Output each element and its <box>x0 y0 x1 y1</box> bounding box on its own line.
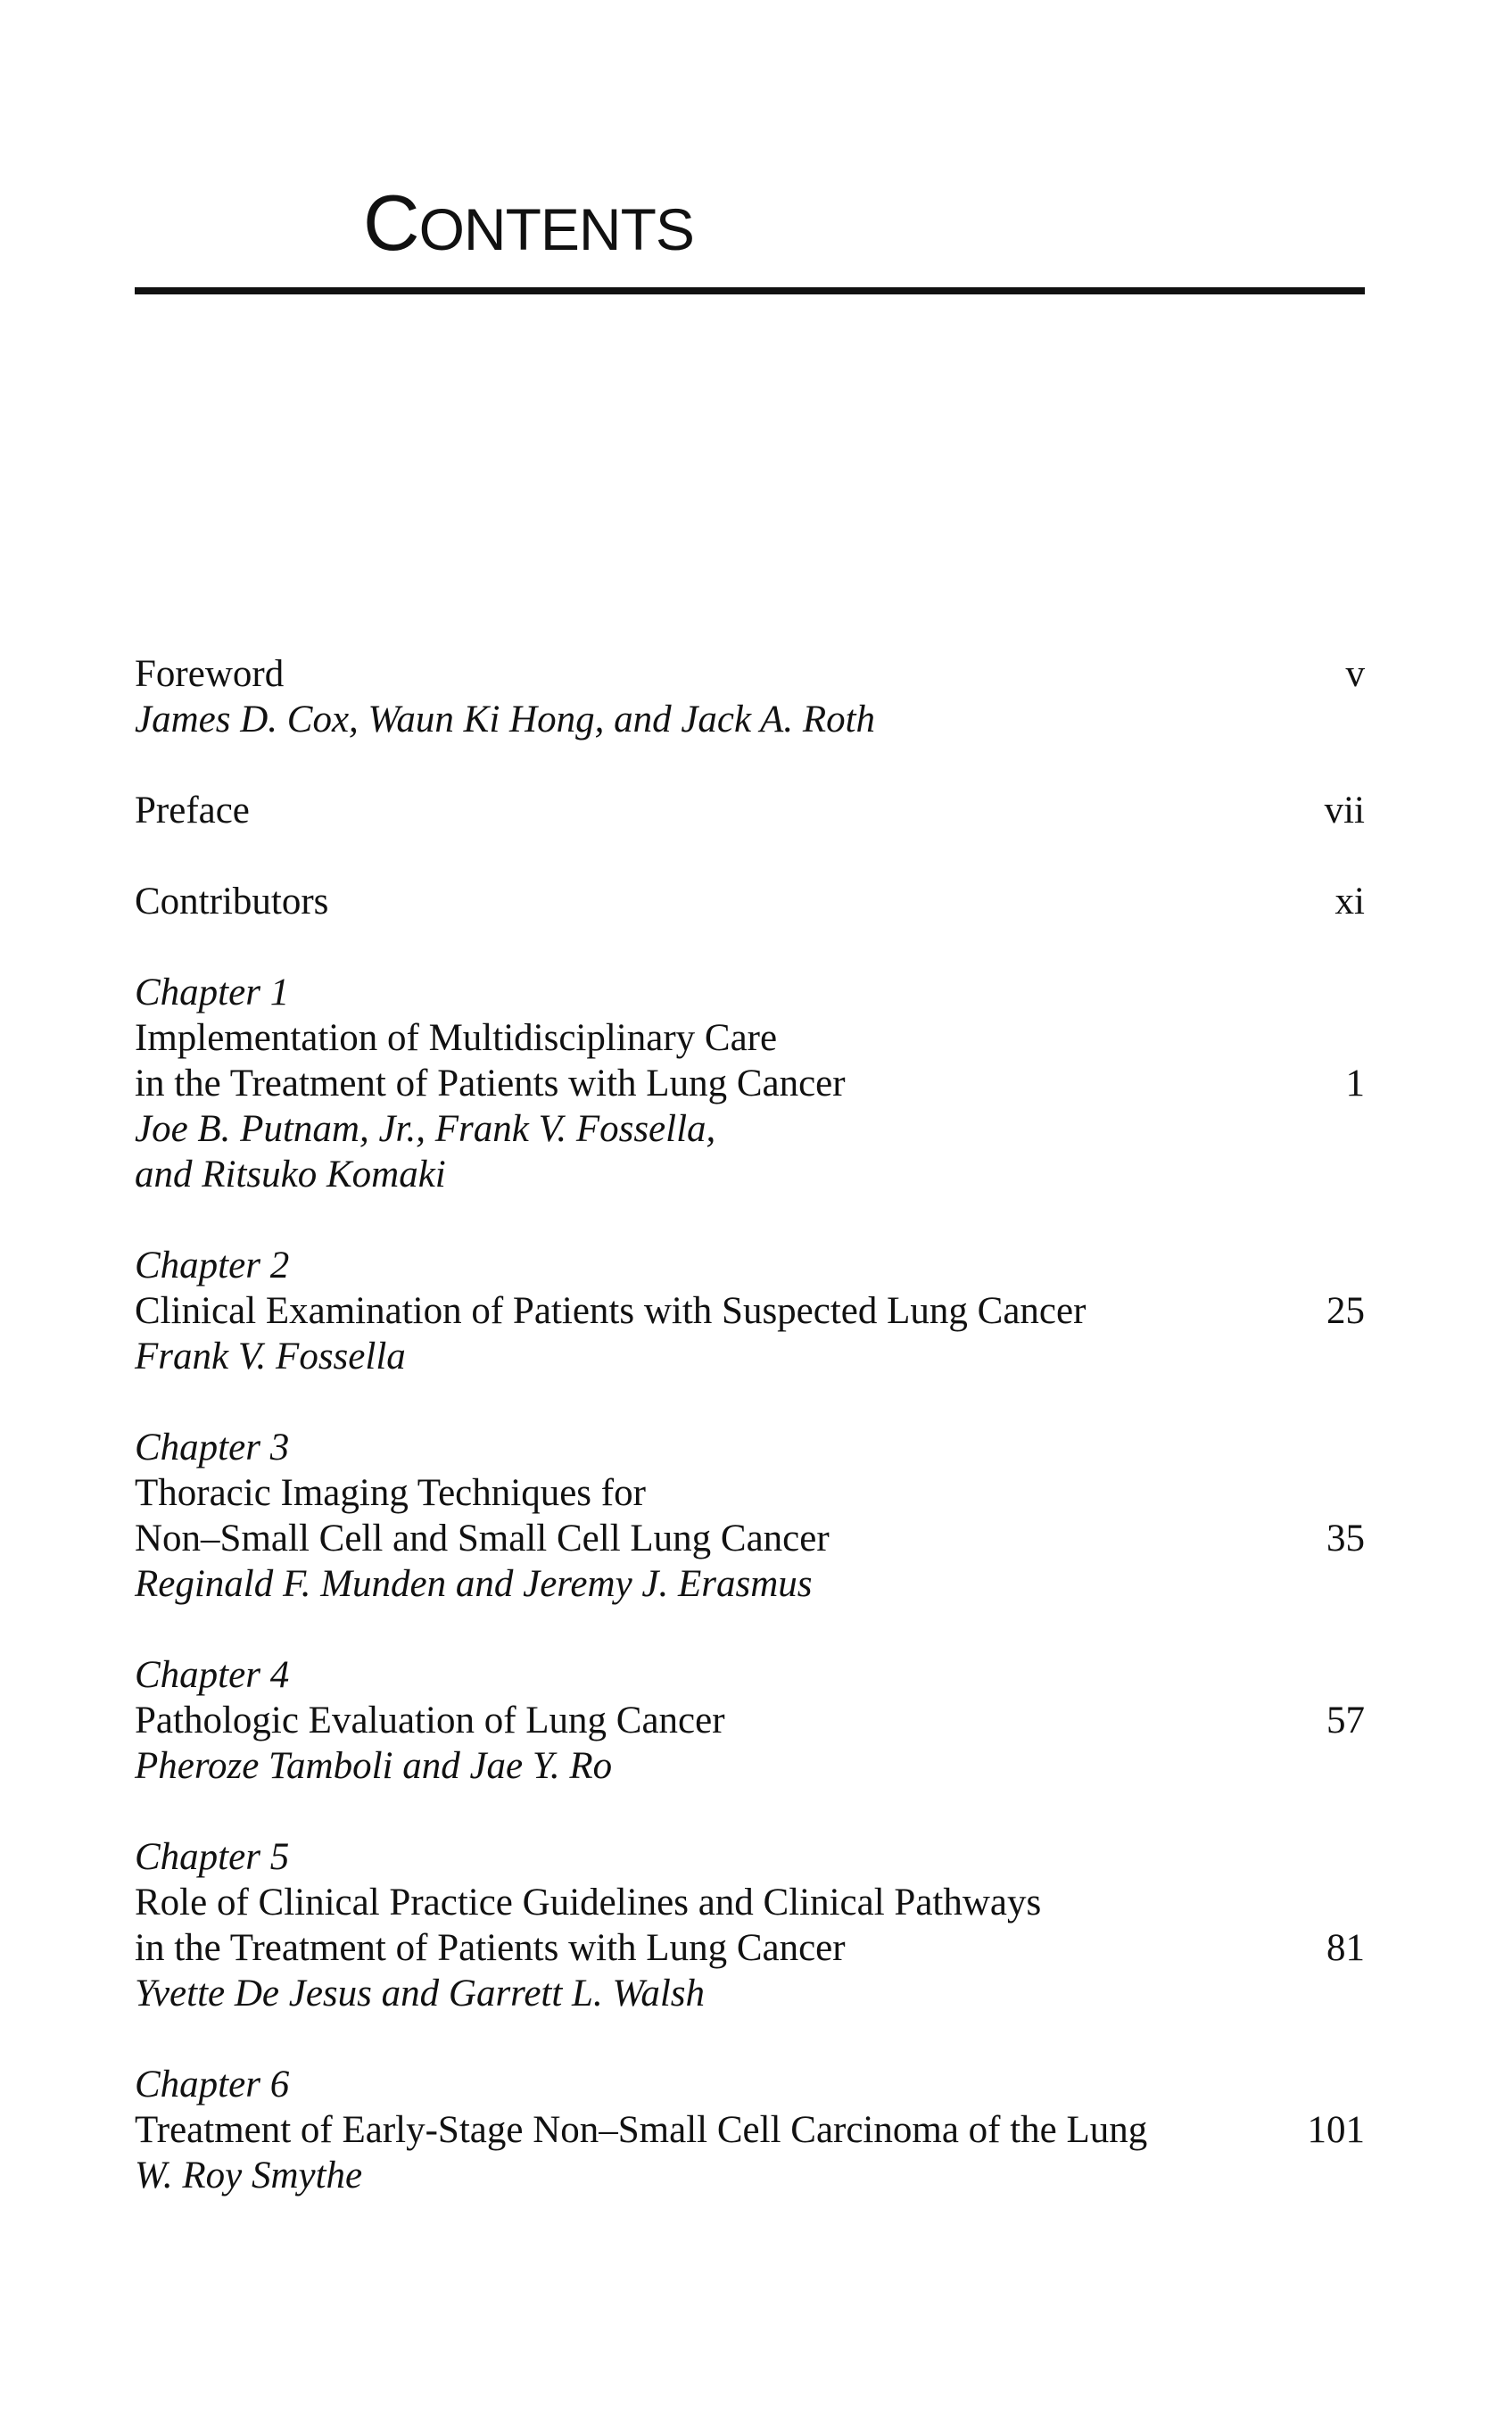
page-title <box>363 178 694 274</box>
toc-entry-chapter-4[interactable] <box>135 1652 1365 1789</box>
toc-entry-title: Foreword <box>135 653 285 695</box>
toc-entry-chapter-5[interactable] <box>135 1834 1365 2016</box>
toc-entry-chapter-1[interactable] <box>135 970 1365 1197</box>
title-rule <box>135 287 1365 294</box>
toc-entry-chapter-3[interactable] <box>135 1425 1365 1607</box>
toc-entry-page-number: xi <box>1334 881 1365 922</box>
toc-entry-page-number: 1 <box>1345 1063 1365 1104</box>
toc-entry-title: Preface <box>135 790 250 831</box>
chapter-label: Chapter 6 <box>135 2064 290 2105</box>
toc-entry-authors: Frank V. Fossella <box>135 1336 406 1377</box>
toc-entry-authors: Yvette De Jesus and Garrett L. Walsh <box>135 1973 706 2014</box>
toc-entry-title-row <box>135 651 1365 697</box>
toc-entry-title: Contributors <box>135 881 329 922</box>
toc-entry-authors: Pheroze Tamboli and Jae Y. Ro <box>135 1745 613 1787</box>
toc-entry-title-row <box>135 879 1365 924</box>
toc-entry-page-number: 57 <box>1326 1700 1365 1741</box>
toc-entry-title-row <box>135 1698 1365 1743</box>
toc-entry-page-number: 25 <box>1326 1290 1365 1332</box>
toc-entry-authors: Reginald F. Munden and Jeremy J. Erasmus <box>135 1563 813 1605</box>
toc-entry-chapter-6[interactable] <box>135 2062 1365 2198</box>
toc-entry-preface[interactable] <box>135 788 1365 833</box>
chapter-label: Chapter 3 <box>135 1427 290 1468</box>
toc-entry-title-row <box>135 788 1365 833</box>
toc-entry-page-number: vii <box>1324 790 1365 831</box>
chapter-label: Chapter 5 <box>135 1836 290 1878</box>
toc-entry-page-number: 101 <box>1307 2109 1365 2151</box>
toc-entry-contributors[interactable] <box>135 879 1365 924</box>
toc-entry-page-number: 81 <box>1326 1927 1365 1969</box>
toc-entry-authors: James D. Cox, Waun Ki Hong, and Jack A. Roth <box>135 699 876 740</box>
title-initial: C <box>363 178 419 267</box>
toc-entry-authors: W. Roy Smythe <box>135 2155 363 2196</box>
toc-entry-authors: and Ritsuko Komaki <box>135 1154 446 1195</box>
toc-entry-title: Treatment of Early-Stage Non–Small Cell Carcinoma of the Lung <box>135 2109 1148 2151</box>
toc-entry-title: Clinical Examination of Patients with Suspected Lung Cancer <box>135 1290 1086 1332</box>
toc-entry-title: Thoracic Imaging Techniques for <box>135 1472 646 1514</box>
title-rest: ONTENTS <box>418 196 694 262</box>
toc-entry-title-row <box>135 1925 1365 1971</box>
toc-entry-title-row <box>135 1061 1365 1106</box>
toc-entry-title: Implementation of Multidisciplinary Care <box>135 1017 778 1059</box>
toc-entry-title: in the Treatment of Patients with Lung Cancer <box>135 1927 846 1969</box>
chapter-label: Chapter 1 <box>135 972 290 1013</box>
toc-entry-title-row <box>135 2107 1365 2153</box>
toc-entry-authors: Joe B. Putnam, Jr., Frank V. Fossella, <box>135 1108 716 1150</box>
toc-entry-chapter-2[interactable] <box>135 1243 1365 1379</box>
table-of-contents <box>135 651 1365 2244</box>
toc-entry-foreword[interactable] <box>135 651 1365 742</box>
toc-entry-title: in the Treatment of Patients with Lung Cancer <box>135 1063 846 1104</box>
chapter-label: Chapter 4 <box>135 1654 290 1696</box>
toc-entry-title-row <box>135 1288 1365 1334</box>
chapter-label: Chapter 2 <box>135 1245 290 1286</box>
toc-entry-page-number: 35 <box>1326 1518 1365 1559</box>
toc-entry-title: Pathologic Evaluation of Lung Cancer <box>135 1700 725 1741</box>
toc-entry-title: Non–Small Cell and Small Cell Lung Cancer <box>135 1518 830 1559</box>
toc-entry-title-row <box>135 1516 1365 1561</box>
toc-entry-title: Role of Clinical Practice Guidelines and Clinical Pathways <box>135 1882 1042 1923</box>
toc-entry-page-number: v <box>1345 653 1365 695</box>
